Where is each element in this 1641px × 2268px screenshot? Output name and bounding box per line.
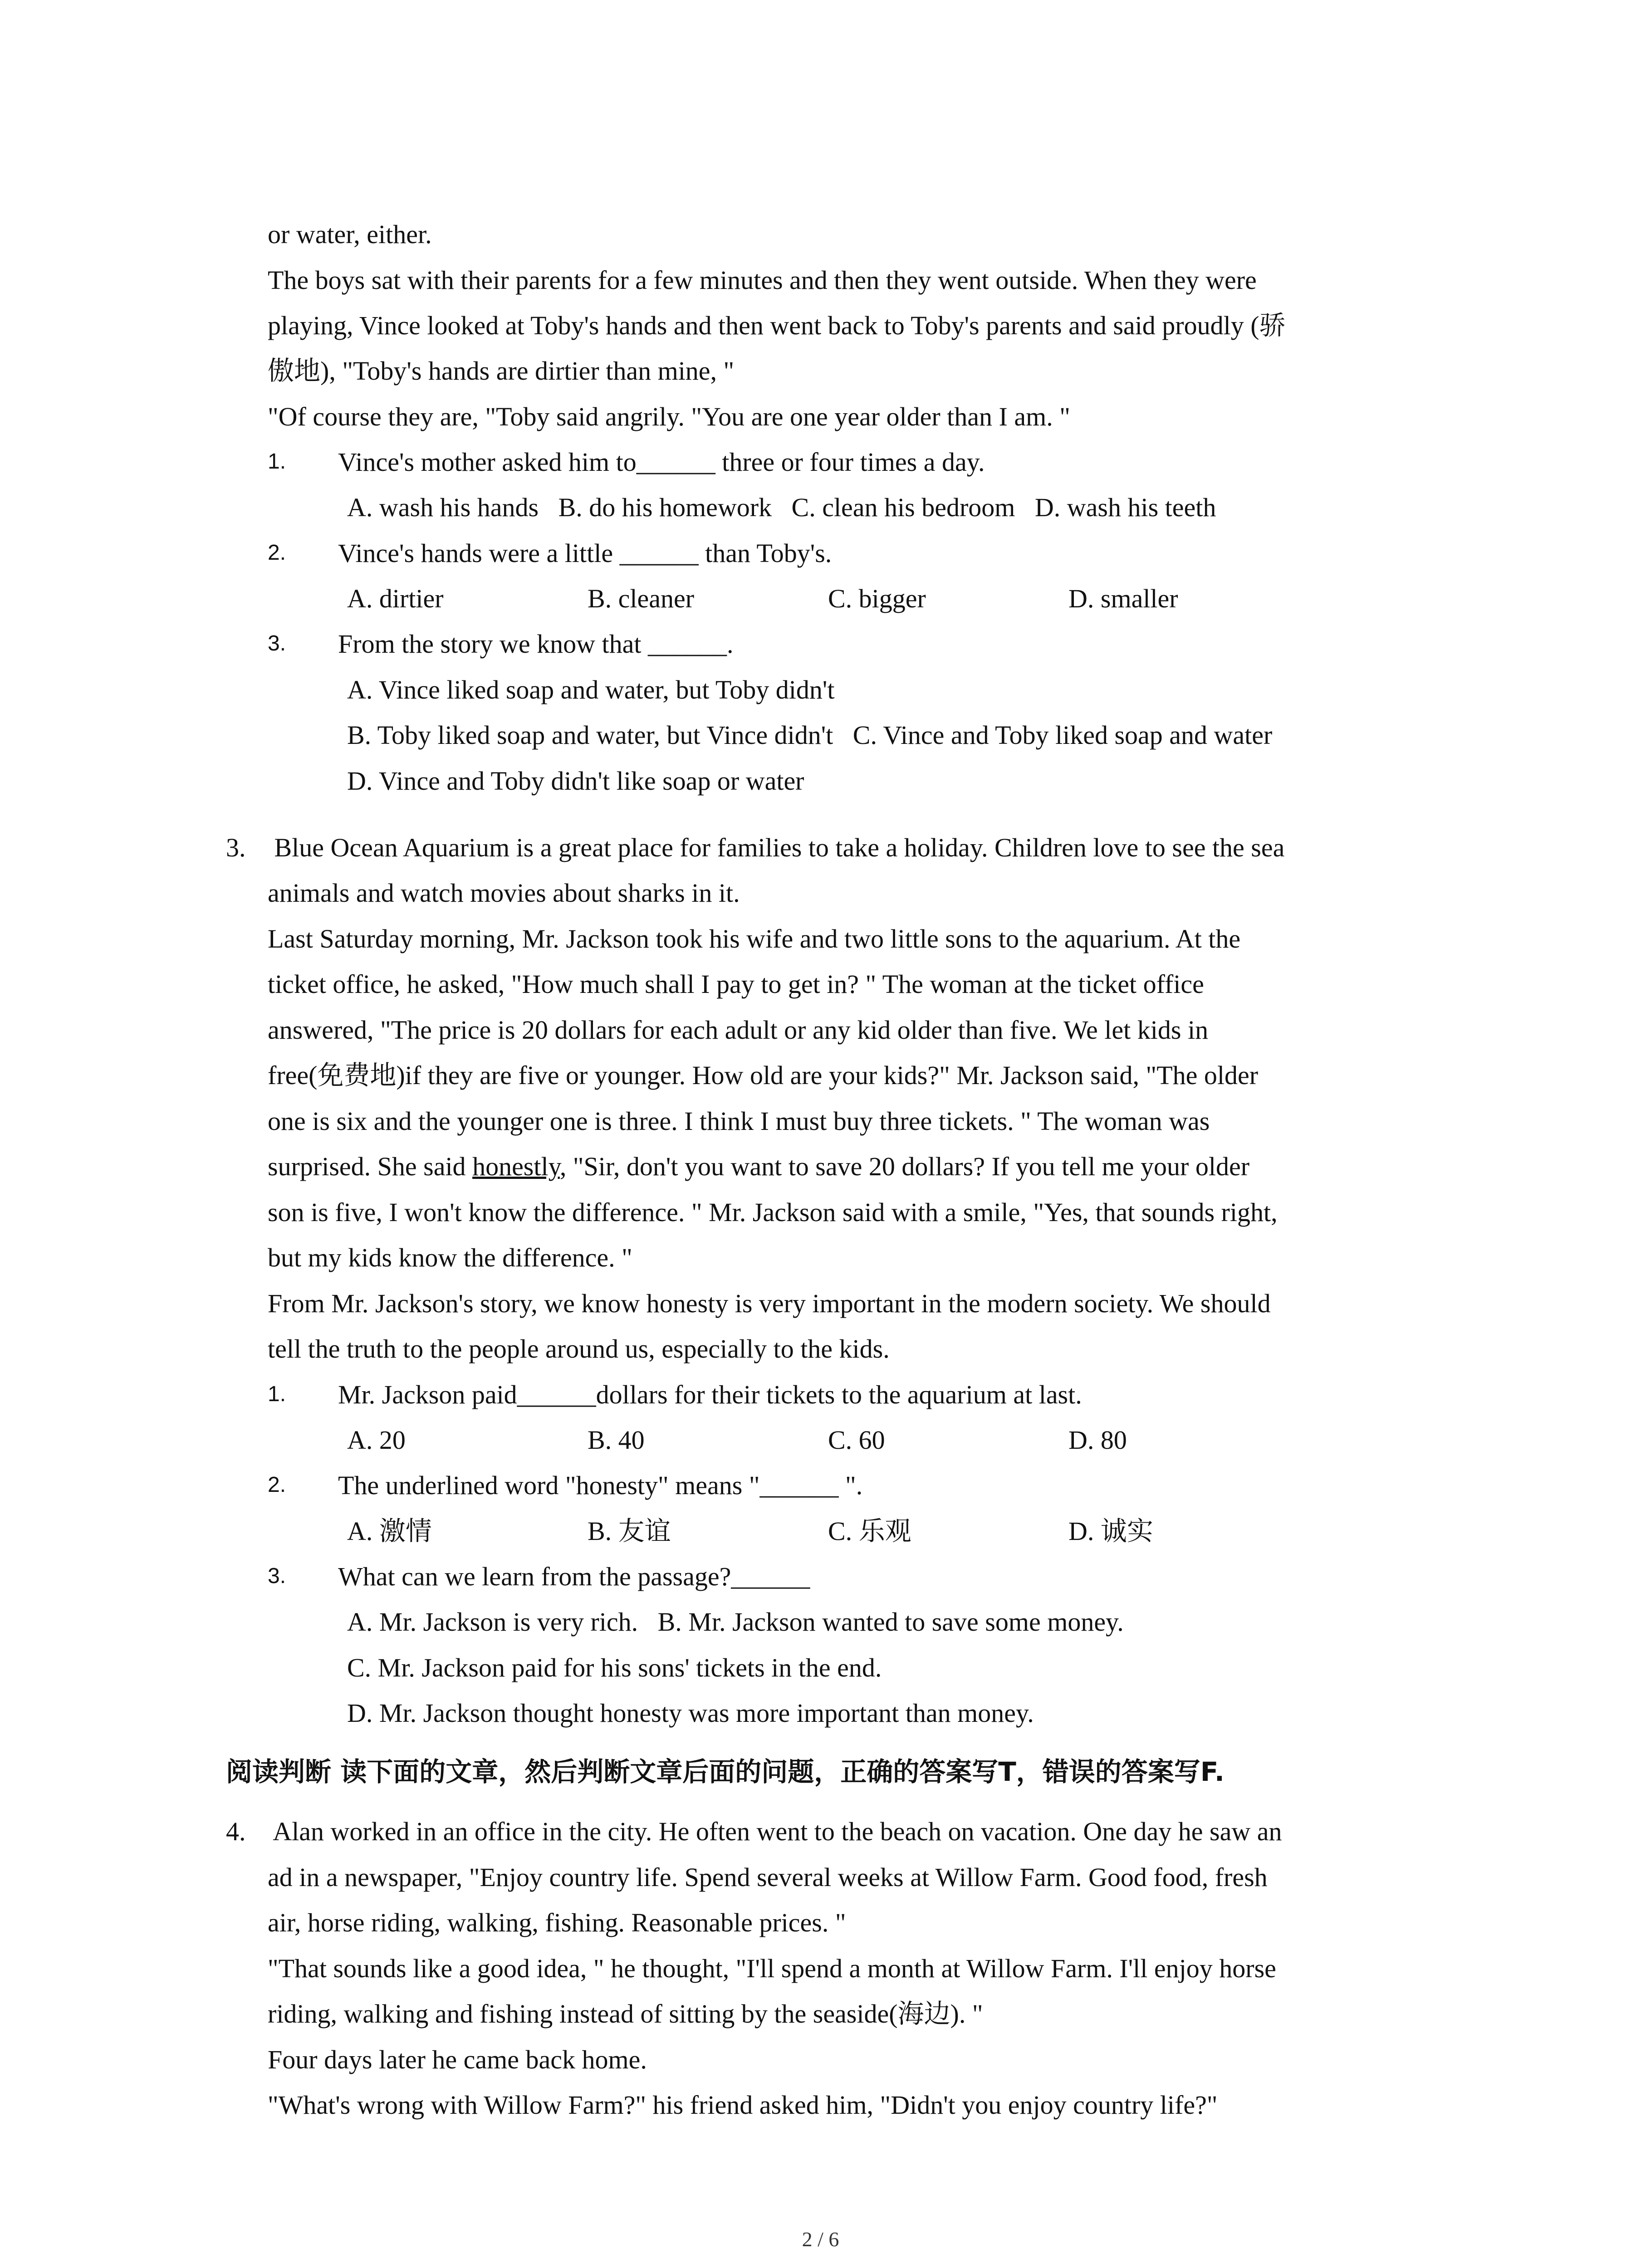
option-d: D. smaller: [1068, 584, 1178, 613]
question-number: 1.: [268, 450, 286, 474]
option-c: C. bigger: [828, 584, 926, 613]
passage-line: "What's wrong with Willow Farm?" his friend asked him, "Didn't you enjoy country life?": [268, 2090, 1218, 2120]
passage-line: Blue Ocean Aquarium is a great place for families to take a holiday. Children love to see the sea: [268, 833, 1285, 862]
passage-line: Four days later he came back home.: [268, 2045, 647, 2074]
question-text: Mr. Jackson paid______dollars for their tickets to the aquarium at last.: [338, 1380, 1082, 1409]
passage-line: son is five, I won't know the difference. " Mr. Jackson said with a smile, "Yes, that sounds right,: [268, 1198, 1278, 1227]
option-line: A. Vince liked soap and water, but Toby didn't: [347, 675, 835, 704]
option-c: C. 乐观: [828, 1516, 911, 1546]
passage-line: playing, Vince looked at Toby's hands and then went back to Toby's parents and said proudly (骄: [268, 311, 1286, 340]
passage-line: but my kids know the difference. ": [268, 1243, 632, 1272]
option-line: D. Vince and Toby didn't like soap or water: [347, 766, 804, 796]
passage-line: air, horse riding, walking, fishing. Reasonable prices. ": [268, 1908, 846, 1937]
passage-line: ad in a newspaper, "Enjoy country life. Spend several weeks at Willow Farm. Good food, fresh: [268, 1862, 1268, 1892]
passage-line: one is six and the younger one is three. I think I must buy three tickets. " The woman was: [268, 1106, 1210, 1136]
question-number: 3.: [268, 1564, 286, 1588]
option-a: A. dirtier: [347, 584, 444, 613]
passage-line: Alan worked in an office in the city. He often went to the beach on vacation. One day he saw an: [268, 1817, 1282, 1846]
question-number: 1.: [268, 1382, 286, 1406]
passage-line: "Of course they are, "Toby said angrily. "You are one year older than I am. ": [268, 402, 1070, 431]
passage-line: 傲地), "Toby's hands are dirtier than mine, ": [268, 356, 735, 386]
option-b: B. 友谊: [588, 1516, 671, 1546]
passage-line: ticket office, he asked, "How much shall I pay to get in? " The woman at the ticket office: [268, 969, 1204, 999]
option-b: B. cleaner: [588, 584, 695, 613]
option-a: A. 激情: [347, 1516, 432, 1546]
page-number: 2 / 6: [802, 2228, 839, 2251]
option-line: C. Mr. Jackson paid for his sons' tickets in the end.: [347, 1653, 882, 1682]
underlined-word: honestly: [472, 1152, 560, 1181]
passage-line: From Mr. Jackson's story, we know honesty is very important in the modern society. We should: [268, 1289, 1271, 1318]
passage-line: tell the truth to the people around us, especially to the kids.: [268, 1334, 890, 1364]
question-number: 2.: [268, 541, 286, 565]
passage-number: 3.: [226, 833, 246, 862]
question-number: 2.: [268, 1473, 286, 1497]
option-line: B. Toby liked soap and water, but Vince didn't C. Vince and Toby liked soap and water: [347, 720, 1273, 750]
option-d: D. 80: [1068, 1425, 1127, 1455]
option-line: A. Mr. Jackson is very rich. B. Mr. Jackson wanted to save some money.: [347, 1607, 1124, 1637]
question-text: What can we learn from the passage?______: [338, 1562, 810, 1591]
passage-line: The boys sat with their parents for a few minutes and then they went outside. When they were: [268, 265, 1257, 295]
passage-line: free(免费地)if they are five or younger. How old are your kids?" Mr. Jackson said, "The older: [268, 1061, 1259, 1090]
question-text: From the story we know that ______.: [338, 629, 734, 659]
passage-line: animals and watch movies about sharks in it.: [268, 878, 740, 908]
passage-number: 4.: [226, 1817, 246, 1846]
question-text: The underlined word "honesty" means "______ ".: [338, 1471, 863, 1500]
passage-line: answered, "The price is 20 dollars for each adult or any kid older than five. We let kids in: [268, 1015, 1209, 1045]
question-options: A. wash his hands B. do his homework C. clean his bedroom D. wash his teeth: [347, 493, 1216, 522]
option-d: D. 诚实: [1068, 1516, 1153, 1546]
passage-line: Last Saturday morning, Mr. Jackson took his wife and two little sons to the aquarium. At the: [268, 924, 1241, 953]
option-line: D. Mr. Jackson thought honesty was more important than money.: [347, 1698, 1034, 1728]
passage-line: [268, 1154, 1249, 1180]
passage-line: riding, walking and fishing instead of sitting by the seaside(海边). ": [268, 1999, 983, 2028]
line-text: surprised. She said: [268, 1152, 473, 1181]
section-heading: 阅读判断 读下面的文章，然后判断文章后面的问题，正确的答案写T，错误的答案写F.: [226, 1756, 1225, 1787]
line-text: , "Sir, don't you want to save 20 dollars? If you tell me your older: [559, 1152, 1250, 1181]
option-c: C. 60: [828, 1425, 885, 1455]
question-text: Vince's hands were a little ______ than Toby's.: [338, 538, 832, 568]
question-number: 3.: [268, 631, 286, 655]
passage-line: or water, either.: [268, 220, 432, 249]
option-a: A. 20: [347, 1425, 406, 1455]
question-text: Vince's mother asked him to______ three or four times a day.: [338, 447, 985, 477]
option-b: B. 40: [588, 1425, 645, 1455]
passage-line: "That sounds like a good idea, " he thought, "I'll spend a month at Willow Farm. I'll enjoy horse: [268, 1954, 1276, 1983]
